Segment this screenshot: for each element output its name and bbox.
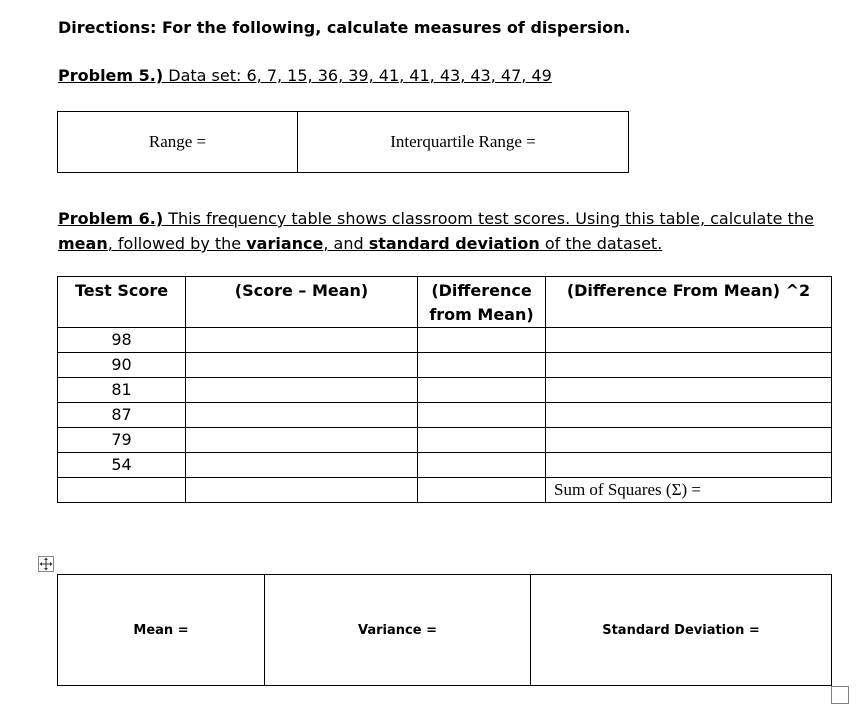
empty-cell[interactable] xyxy=(58,478,186,503)
standard-deviation-cell[interactable]: Standard Deviation = xyxy=(531,575,832,686)
header-test-score: Test Score xyxy=(58,277,186,328)
score-minus-mean-cell[interactable] xyxy=(186,428,418,453)
score-minus-mean-cell[interactable] xyxy=(186,353,418,378)
empty-cell[interactable] xyxy=(418,478,546,503)
table-row xyxy=(58,353,832,378)
problem-6-statement xyxy=(58,206,828,256)
mean-cell[interactable]: Mean = xyxy=(58,575,265,686)
score-cell: 81 xyxy=(58,378,186,403)
range-table xyxy=(57,111,629,173)
move-handle-icon[interactable] xyxy=(38,556,54,572)
frequency-table xyxy=(57,276,832,503)
score-minus-mean-cell[interactable] xyxy=(186,328,418,353)
table-row xyxy=(58,378,832,403)
difference-squared-cell[interactable] xyxy=(546,403,832,428)
score-cell: 87 xyxy=(58,403,186,428)
difference-cell[interactable] xyxy=(418,378,546,403)
problem-6-text-2: , followed by the xyxy=(107,234,247,253)
problem-6-text-4: of the dataset. xyxy=(539,234,663,253)
difference-cell[interactable] xyxy=(418,328,546,353)
header-score-minus-mean: (Score – Mean) xyxy=(186,277,418,328)
difference-cell[interactable] xyxy=(418,453,546,478)
problem-5-text: Data set: 6, 7, 15, 36, 39, 41, 41, 43, 43, 47, 49 xyxy=(163,66,552,85)
sd-word: standard deviation xyxy=(368,234,540,253)
difference-squared-cell[interactable] xyxy=(546,328,832,353)
problem-5-statement xyxy=(58,66,552,85)
empty-cell[interactable] xyxy=(186,478,418,503)
difference-cell[interactable] xyxy=(418,428,546,453)
variance-cell[interactable]: Variance = xyxy=(265,575,531,686)
mean-word: mean xyxy=(58,234,108,253)
score-minus-mean-cell[interactable] xyxy=(186,378,418,403)
problem-6-text-3: , and xyxy=(323,234,369,253)
difference-squared-cell[interactable] xyxy=(546,453,832,478)
problem-6-label: Problem 6.) xyxy=(58,209,164,228)
difference-cell[interactable] xyxy=(418,403,546,428)
score-cell: 90 xyxy=(58,353,186,378)
iqr-cell[interactable]: Interquartile Range = xyxy=(298,112,629,173)
sum-of-squares-cell[interactable]: Sum of Squares (Σ) = xyxy=(546,478,832,503)
score-cell: 54 xyxy=(58,453,186,478)
directions-heading: Directions: For the following, calculate measures of dispersion. xyxy=(58,18,631,37)
header-difference-from-mean: (Difference from Mean) xyxy=(418,277,546,328)
difference-squared-cell[interactable] xyxy=(546,378,832,403)
sum-row xyxy=(58,478,832,503)
score-minus-mean-cell[interactable] xyxy=(186,403,418,428)
table-row xyxy=(58,453,832,478)
problem-6-text-1: This frequency table shows classroom test scores. Using this table, calculate the xyxy=(163,209,814,228)
stats-table xyxy=(57,574,832,686)
header-difference-squared: (Difference From Mean) ^2 xyxy=(546,277,832,328)
table-row xyxy=(58,328,832,353)
score-cell: 98 xyxy=(58,328,186,353)
difference-squared-cell[interactable] xyxy=(546,353,832,378)
variance-word: variance xyxy=(246,234,324,253)
table-header-row xyxy=(58,277,832,328)
range-cell[interactable]: Range = xyxy=(58,112,298,173)
resize-handle-icon[interactable] xyxy=(831,686,849,704)
table-row xyxy=(58,428,832,453)
problem-5-label: Problem 5.) xyxy=(58,66,164,85)
score-cell: 79 xyxy=(58,428,186,453)
difference-cell[interactable] xyxy=(418,353,546,378)
score-minus-mean-cell[interactable] xyxy=(186,453,418,478)
difference-squared-cell[interactable] xyxy=(546,428,832,453)
table-row xyxy=(58,403,832,428)
